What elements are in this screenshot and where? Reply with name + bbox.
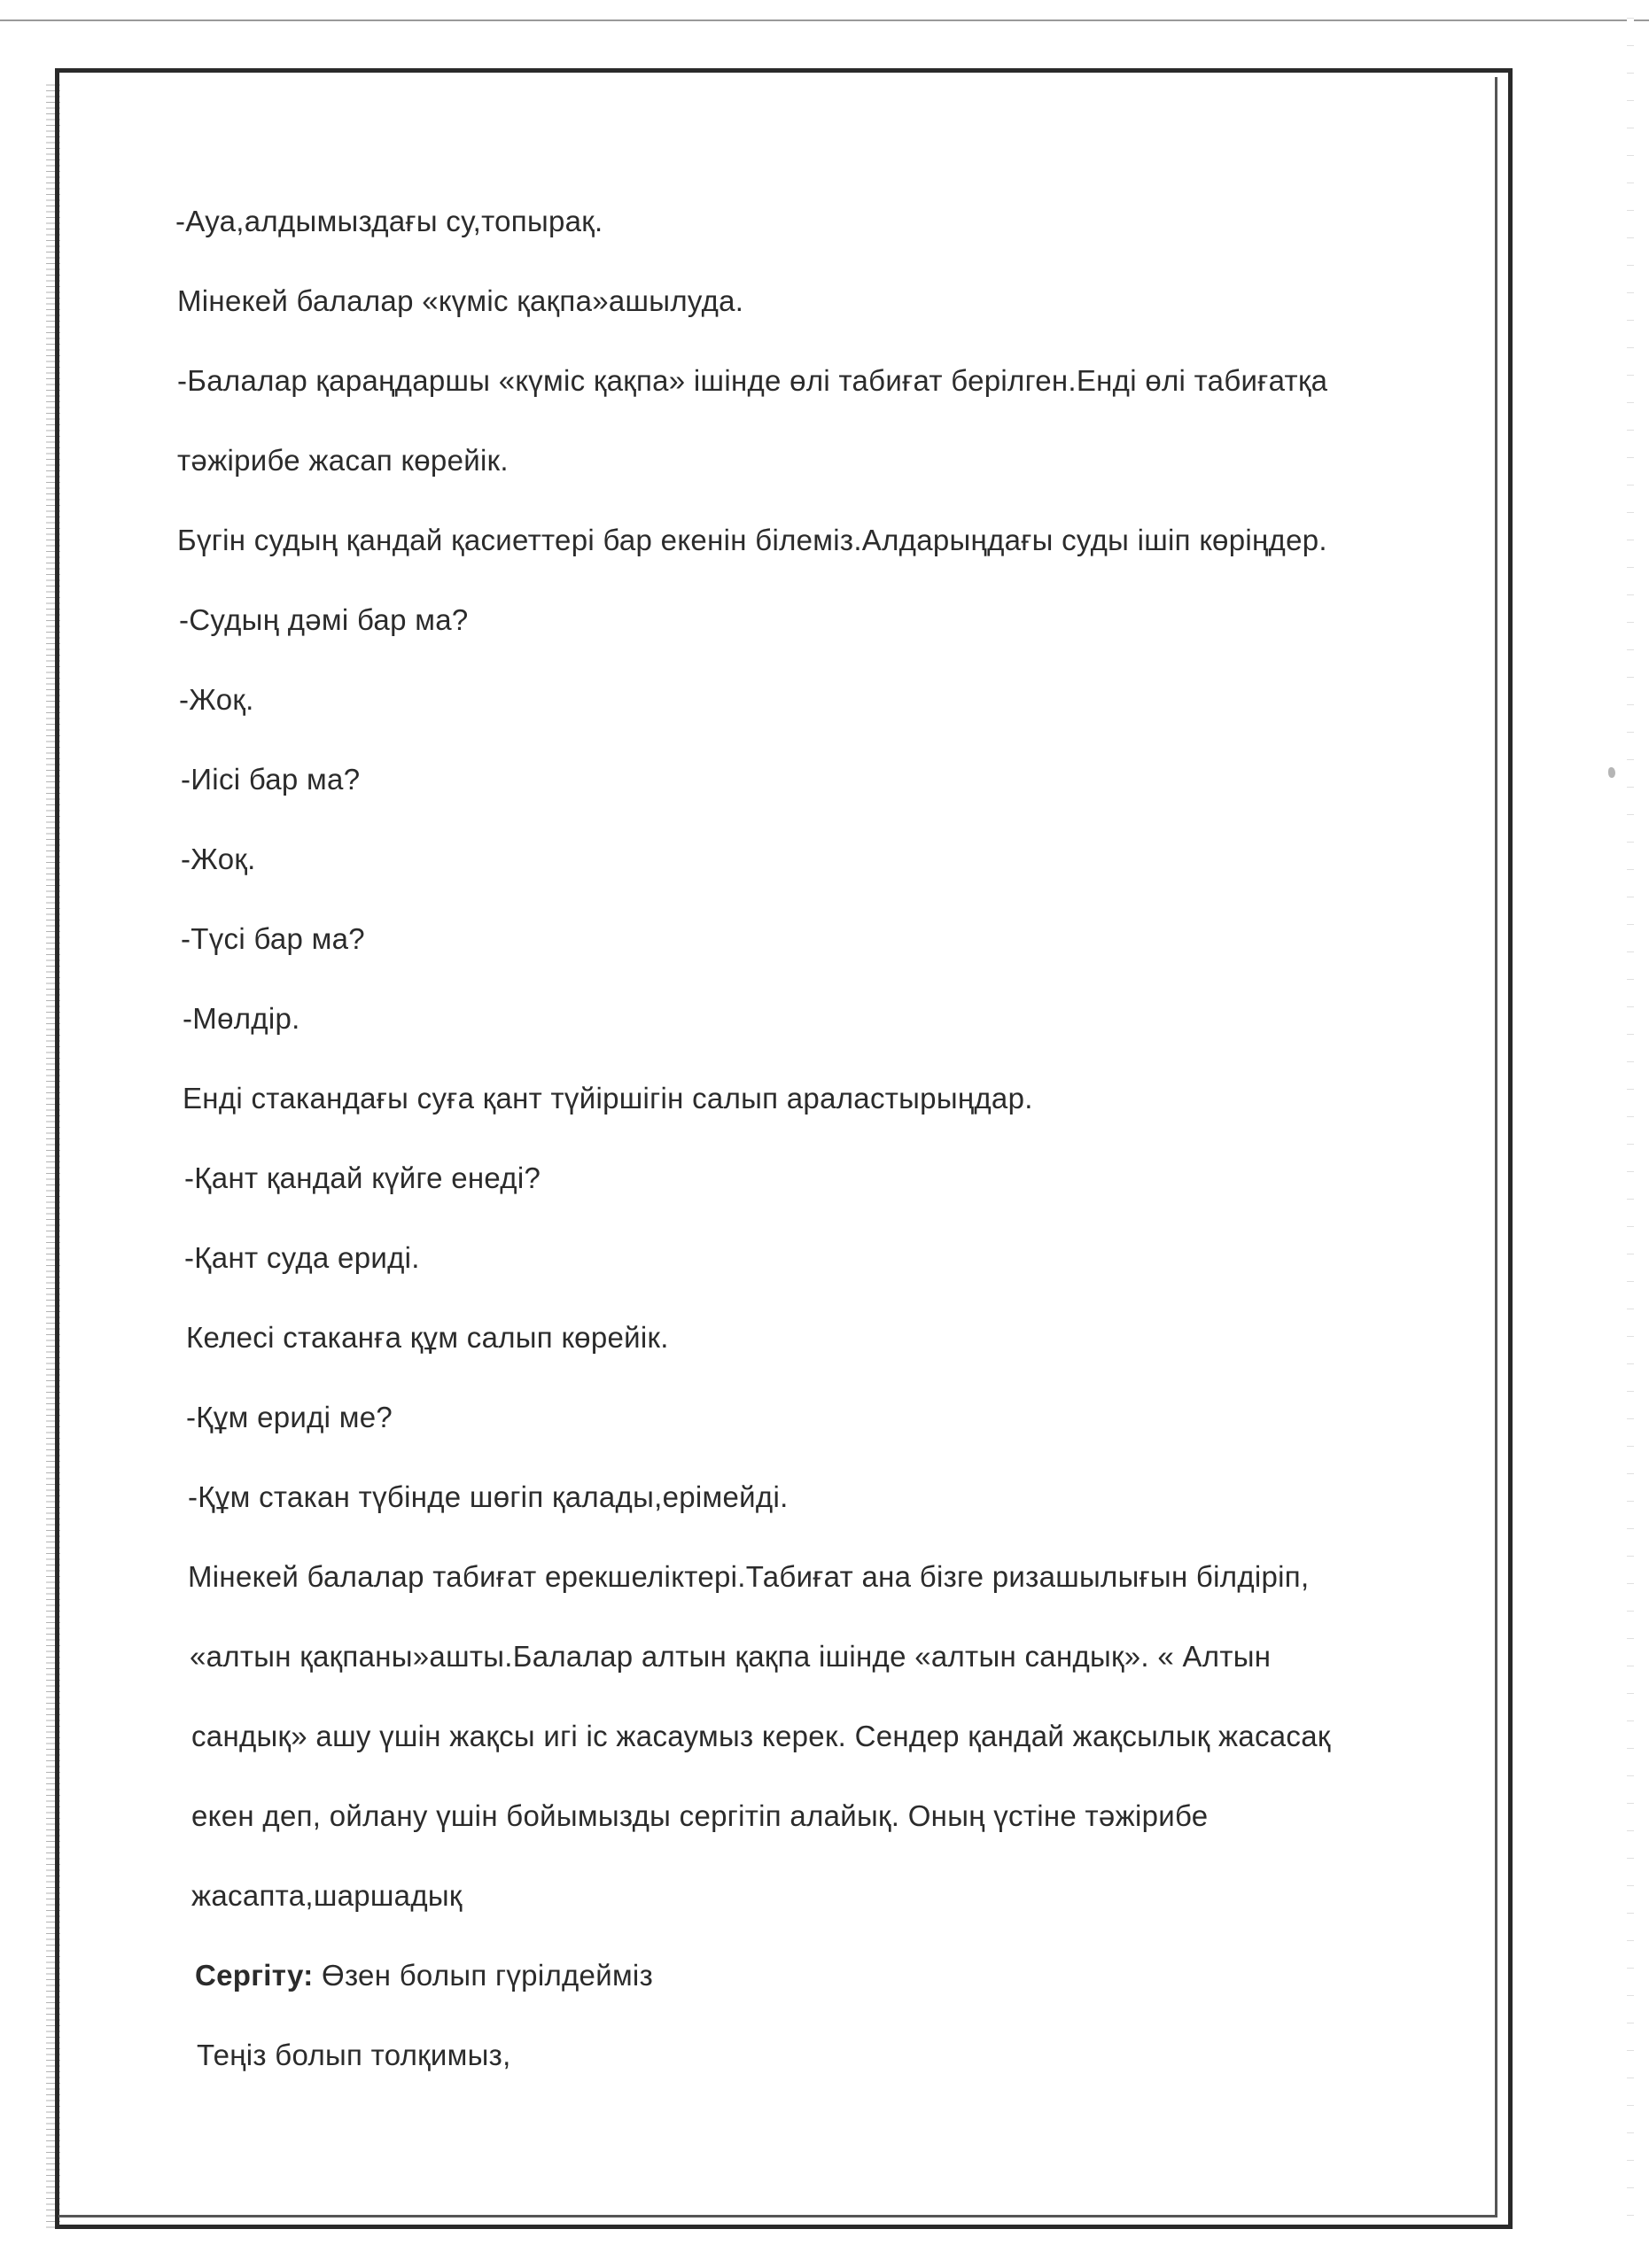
page-border-inner-right — [1495, 77, 1497, 2217]
text-line: -Мөлдір. — [183, 1002, 300, 1035]
text-line: -Құм ериді ме? — [186, 1401, 393, 1433]
text-line: -Құм стакан түбінде шөгіп қалады,ерімейді. — [188, 1480, 789, 1513]
scan-stray-mark — [1608, 767, 1615, 778]
text-line: -Судың дәмі бар ма? — [179, 603, 469, 636]
text-line: Мінекей балалар «күміс қақпа»ашылуда. — [177, 284, 744, 317]
text-line: -Ауа,алдымыздағы су,топырақ. — [175, 205, 603, 237]
text-line: жасапта,шаршадық — [191, 1879, 463, 1912]
text-line: -Жоқ. — [181, 843, 256, 875]
text-line: -Қант қандай күйге енеді? — [184, 1161, 541, 1194]
text-line: Теңіз болып толқимыз, — [197, 2039, 511, 2071]
text-line: Келесі стаканға құм салып көрейік. — [186, 1321, 669, 1354]
text-line: -Иісі бар ма? — [181, 763, 361, 796]
text-line: «алтын қақпаны»ашты.Балалар алтын қақпа ішінде «алтын сандық». « Алтын — [190, 1640, 1272, 1673]
text-line: -Түсі бар ма? — [181, 922, 365, 955]
text-line: -Қант суда ериді. — [184, 1241, 420, 1274]
text-line: екен деп, ойлану үшін бойымызды сергітіп алайық. Оның үстіне тәжірибе — [191, 1799, 1209, 1832]
sergitu-label: Сергіту: — [195, 1959, 314, 1992]
text-line: Бүгін судың қандай қасиеттері бар екенін білеміз.Алдарыңдағы суды ішіп көріңдер. — [177, 524, 1327, 556]
sergitu-text: Өзен болып гүрілдейміз — [313, 1959, 653, 1992]
text-line: Енді стакандағы суға қант түйіршігін салып араластырыңдар. — [183, 1082, 1033, 1115]
page-border-inner-bottom — [58, 2215, 1497, 2218]
text-line: Мінекей балалар табиғат ерекшеліктері.Табиғат ана бізге ризашылығын білдіріп, — [188, 1560, 1310, 1593]
sergitu-line — [195, 1958, 653, 1993]
text-line: -Балалар қараңдаршы «күміс қақпа» ішінде өлі табиғат берілген.Енді өлі табиғатқа — [177, 364, 1328, 397]
text-line: тәжірибе жасап көрейік. — [177, 444, 509, 477]
scan-right-edge-artifact — [1627, 18, 1634, 2233]
scan-top-edge-line — [0, 19, 1649, 21]
text-line: сандық» ашу үшін жақсы игі іс жасаумыз керек. Сендер қандай жақсылық жасасақ — [191, 1720, 1331, 1752]
text-line: -Жоқ. — [179, 683, 254, 716]
